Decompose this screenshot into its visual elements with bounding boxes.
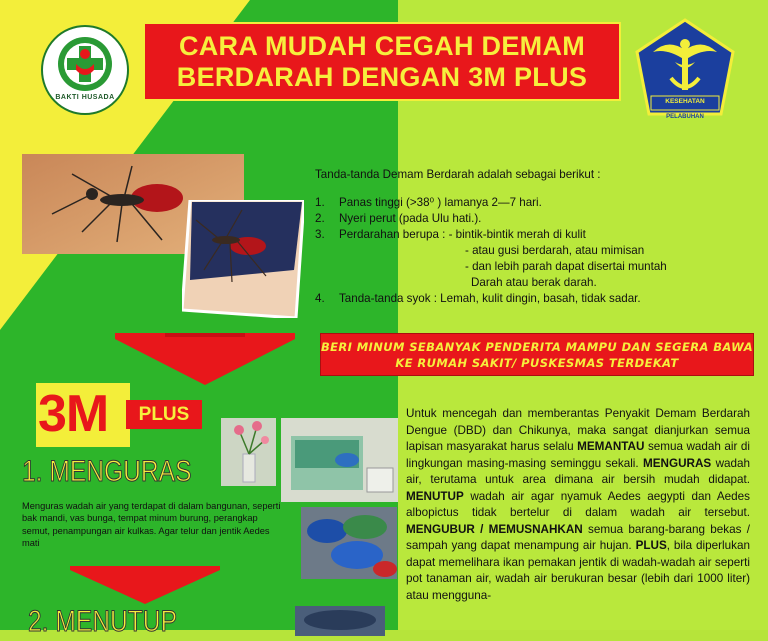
bathtub-photo (281, 418, 398, 502)
symptom-item: 1. Panas tinggi (>38⁰ ) lamanya 2—7 hari. (315, 196, 542, 209)
kesehatan-pelabuhan-logo (633, 18, 737, 126)
warning-line-1: BERI MINUM SEBANYAK PENDERITA MAMPU DAN SEGERA BAWA (320, 339, 754, 354)
title-banner (143, 22, 621, 101)
symptom-subitem: - atau gusi berdarah, atau mimisan (465, 244, 645, 257)
keyword-menguras: MENGURAS (643, 456, 712, 470)
keyword-plus: PLUS (635, 539, 667, 552)
symptom-item: 3. Perdarahan berupa : - bintik-bintik merah di kulit (315, 228, 586, 241)
mosquito-photo-2 (182, 200, 304, 318)
step-1-heading: 1. MENGURAS (22, 455, 192, 488)
water-barrel-photo (295, 606, 385, 636)
logo-left-text: BAKTI HUSADA (55, 94, 115, 101)
symptom-item: 2. Nyeri perut (pada Ulu hati.). (315, 212, 482, 225)
symptom-item: 4. Tanda-tanda syok : Lemah, kulit dingin, basah, tidak sadar. (315, 292, 641, 305)
symptom-subitem: Darah atau berak darah. (471, 276, 597, 289)
prevention-paragraph: Untuk mencegah dan memberantas Penyakit Demam Berdarah Dengue (DBD) dan Chikunya, maka sangat dianjurkan semua lapisan masyarakat harus selalu MEMANTAU semua wadah air di lingkungan masing-masing seminggu sekali. MENGURAS wadah air, terutama untuk area dimana air bersih mudah didapat. MENUTUP wadah air agar nyamuk Aedes aegypti dan Aedes albopictus tidak bertelur di dalam wadah air tersebut. MENGUBUR / MEMUSNAHKAN semua barang-barang bekas / sampah yang dapat menampung air hujan. PLUS, bila diperlukan dapat memelihara ikan pemakan jentik di wadah-wadah air seperti pot tanaman air, wadah air berukuran besar (lebih dari 1000 liter) atau mengguna- (406, 407, 751, 602)
down-arrow-icon (115, 333, 295, 385)
badge-plus: PLUS (126, 400, 202, 429)
step-1-description: Menguras wadah air yang terdapat di dalam bangunan, seperti bak mandi, vas bunga, tempat minum burung, perangkap semut, penampungan air kulkas. Agar telur dan jentik Aedes mati (22, 501, 281, 549)
warning-line-2: KE RUMAH SAKIT/ PUSKESMAS TERDEKAT (395, 355, 679, 370)
symptoms-list (315, 168, 755, 307)
keyword-memantau: MEMANTAU (577, 440, 645, 453)
step-2-heading: 2. MENUTUP (28, 605, 177, 638)
logo-right-text-bottom: PELABUHAN (666, 114, 704, 120)
title-line-1: CARA MUDAH CEGAH DEMAM (178, 30, 586, 61)
down-arrow-icon (70, 566, 220, 604)
badge-3m: 3M (38, 385, 109, 443)
keyword-menutup: MENUTUP (406, 489, 464, 503)
logo-right-text-top: KESEHATAN (665, 98, 705, 105)
flower-vase-photo (221, 418, 276, 486)
warning-banner (320, 333, 754, 376)
bakti-husada-logo (40, 24, 130, 116)
symptoms-intro: Tanda-tanda Demam Berdarah adalah sebagai berikut : (315, 168, 601, 181)
keyword-mengubur: MENGUBUR / MEMUSNAHKAN (406, 522, 583, 536)
buckets-photo (301, 507, 397, 579)
symptom-subitem: - dan lebih parah dapat disertai muntah (465, 260, 667, 273)
title-line-2: BERDARAH DENGAN 3M PLUS (176, 61, 588, 92)
